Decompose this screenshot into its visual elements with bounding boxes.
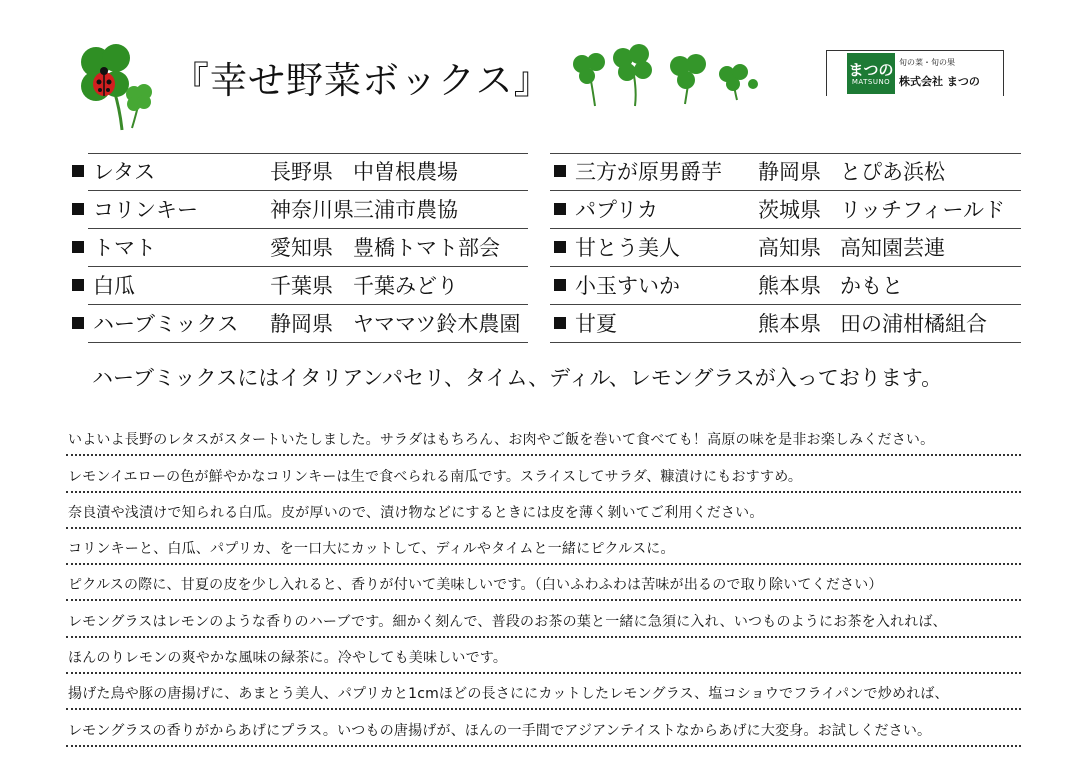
produce-item: ハーブミックス (93, 312, 239, 336)
note-line-text: レモングラスの香りがからあげにプラス。いつもの唐揚げが、ほんの一手間でアジアンテイストなからあげに大変身。お試しください。 (68, 722, 932, 739)
note-line-text: ほんのりレモンの爽やかな風味の緑茶に。冷やしても美味しいです。 (68, 650, 508, 667)
produce-item: トマト (93, 236, 156, 260)
produce-farm: ヤママツ鈴木農園 (353, 312, 521, 336)
herb-mix-note: ハーブミックスにはイタリアンパセリ、タイム、ディル、レモングラスが入っております。 (92, 366, 943, 390)
page-title: 『幸せ野菜ボックス』 (172, 59, 552, 102)
produce-prefecture: 熊本県 (758, 312, 821, 336)
produce-prefecture: 静岡県 (270, 312, 333, 336)
logo-mark (847, 53, 895, 94)
produce-item: 白瓜 (93, 274, 135, 298)
note-line-text: ピクルスの際に、甘夏の皮を少し入れると、香りが付いて美味しいです。（白いふわふわは苦味が出るので取り除いてください） (68, 577, 883, 594)
produce-item: 甘とう美人 (575, 236, 680, 260)
produce-farm: リッチフィールド (840, 198, 1006, 222)
produce-farm: 高知園芸連 (840, 236, 945, 260)
note-line (66, 529, 1021, 565)
produce-farm: 千葉みどり (353, 274, 458, 298)
logo-mark-roman: MATSUNO (851, 78, 891, 86)
produce-item: パプリカ (575, 198, 658, 222)
produce-farm: 中曽根農場 (353, 160, 458, 184)
square-bullet-icon (554, 317, 566, 329)
note-line-text: 揚げた鳥や豚の唐揚げに、あまとう美人、パプリカと1cmほどの長さににカットしたレモングラス、塩コショウでフライパンで炒めれば、 (68, 686, 949, 703)
produce-row (550, 153, 1021, 191)
clover-icon (565, 40, 765, 110)
produce-row (550, 191, 1021, 229)
note-line (66, 456, 1021, 492)
produce-row (68, 305, 528, 343)
recipe-notes (66, 420, 1021, 747)
company-logo (826, 50, 1004, 96)
produce-farm: 三浦市農協 (353, 198, 458, 222)
produce-prefecture: 熊本県 (758, 274, 821, 298)
note-line-text: 奈良漬や浅漬けで知られる白瓜。皮が厚いので、漬け物などにするときには皮を薄く剝いてご利用ください。 (68, 504, 764, 521)
logo-mark-text: まつの (848, 61, 894, 79)
square-bullet-icon (72, 279, 84, 291)
company-name: 株式会社 まつの (899, 75, 980, 88)
produce-row (550, 267, 1021, 305)
produce-item: 三方が原男爵芋 (575, 160, 722, 184)
note-line (66, 420, 1021, 456)
note-line-text: レモンイエローの色が鮮やかなコリンキーは生で食べられる南瓜です。スライスしてサラダ、糠漬けにもおすすめ。 (68, 468, 803, 485)
square-bullet-icon (72, 165, 84, 177)
produce-item: レタス (93, 160, 156, 184)
produce-row (68, 153, 528, 191)
produce-row (550, 229, 1021, 267)
note-line (66, 710, 1021, 746)
square-bullet-icon (72, 203, 84, 215)
square-bullet-icon (554, 165, 566, 177)
note-line (66, 638, 1021, 674)
produce-list-right (550, 153, 1021, 343)
produce-prefecture: 千葉県 (270, 274, 333, 298)
produce-prefecture: 愛知県 (270, 236, 333, 260)
produce-row (550, 305, 1021, 343)
square-bullet-icon (554, 241, 566, 253)
produce-farm: 田の浦柑橘組合 (840, 312, 987, 336)
produce-prefecture: 静岡県 (758, 160, 821, 184)
produce-item: コリンキー (93, 198, 198, 222)
produce-prefecture: 長野県 (270, 160, 333, 184)
clover-ladybug-icon (70, 40, 160, 132)
produce-farm: かもと (840, 274, 903, 298)
produce-item: 小玉すいか (575, 274, 680, 298)
produce-prefecture: 神奈川県 (270, 198, 354, 222)
produce-prefecture: 茨城県 (758, 198, 821, 222)
square-bullet-icon (554, 279, 566, 291)
note-line-text: レモングラスはレモンのような香りのハーブです。細かく刻んで、普段のお茶の葉と一緒に急須に入れ、いつものようにお茶を入れれば、 (68, 613, 947, 630)
square-bullet-icon (72, 241, 84, 253)
note-line (66, 493, 1021, 529)
note-line (66, 565, 1021, 601)
note-line-text: コリンキーと、白瓜、パプリカ、を一口大にカットして、ディルやタイムと一緒にピクルスに。 (68, 541, 675, 558)
produce-row (68, 267, 528, 305)
produce-farm: 豊橋トマト部会 (353, 236, 500, 260)
produce-row (68, 229, 528, 267)
note-line-text: いよいよ長野のレタスがスタートいたしました。サラダはもちろん、お肉やご飯を巻いて食べても！高原の味を是非お楽しみください。 (68, 432, 935, 449)
square-bullet-icon (72, 317, 84, 329)
note-line (66, 601, 1021, 637)
produce-row (68, 191, 528, 229)
produce-item: 甘夏 (575, 312, 617, 336)
logo-tagline: 旬の菜・旬の果 (899, 58, 955, 67)
produce-farm: とぴあ浜松 (840, 160, 945, 184)
square-bullet-icon (554, 203, 566, 215)
produce-list-left (68, 153, 528, 343)
produce-prefecture: 高知県 (758, 236, 821, 260)
note-line (66, 674, 1021, 710)
